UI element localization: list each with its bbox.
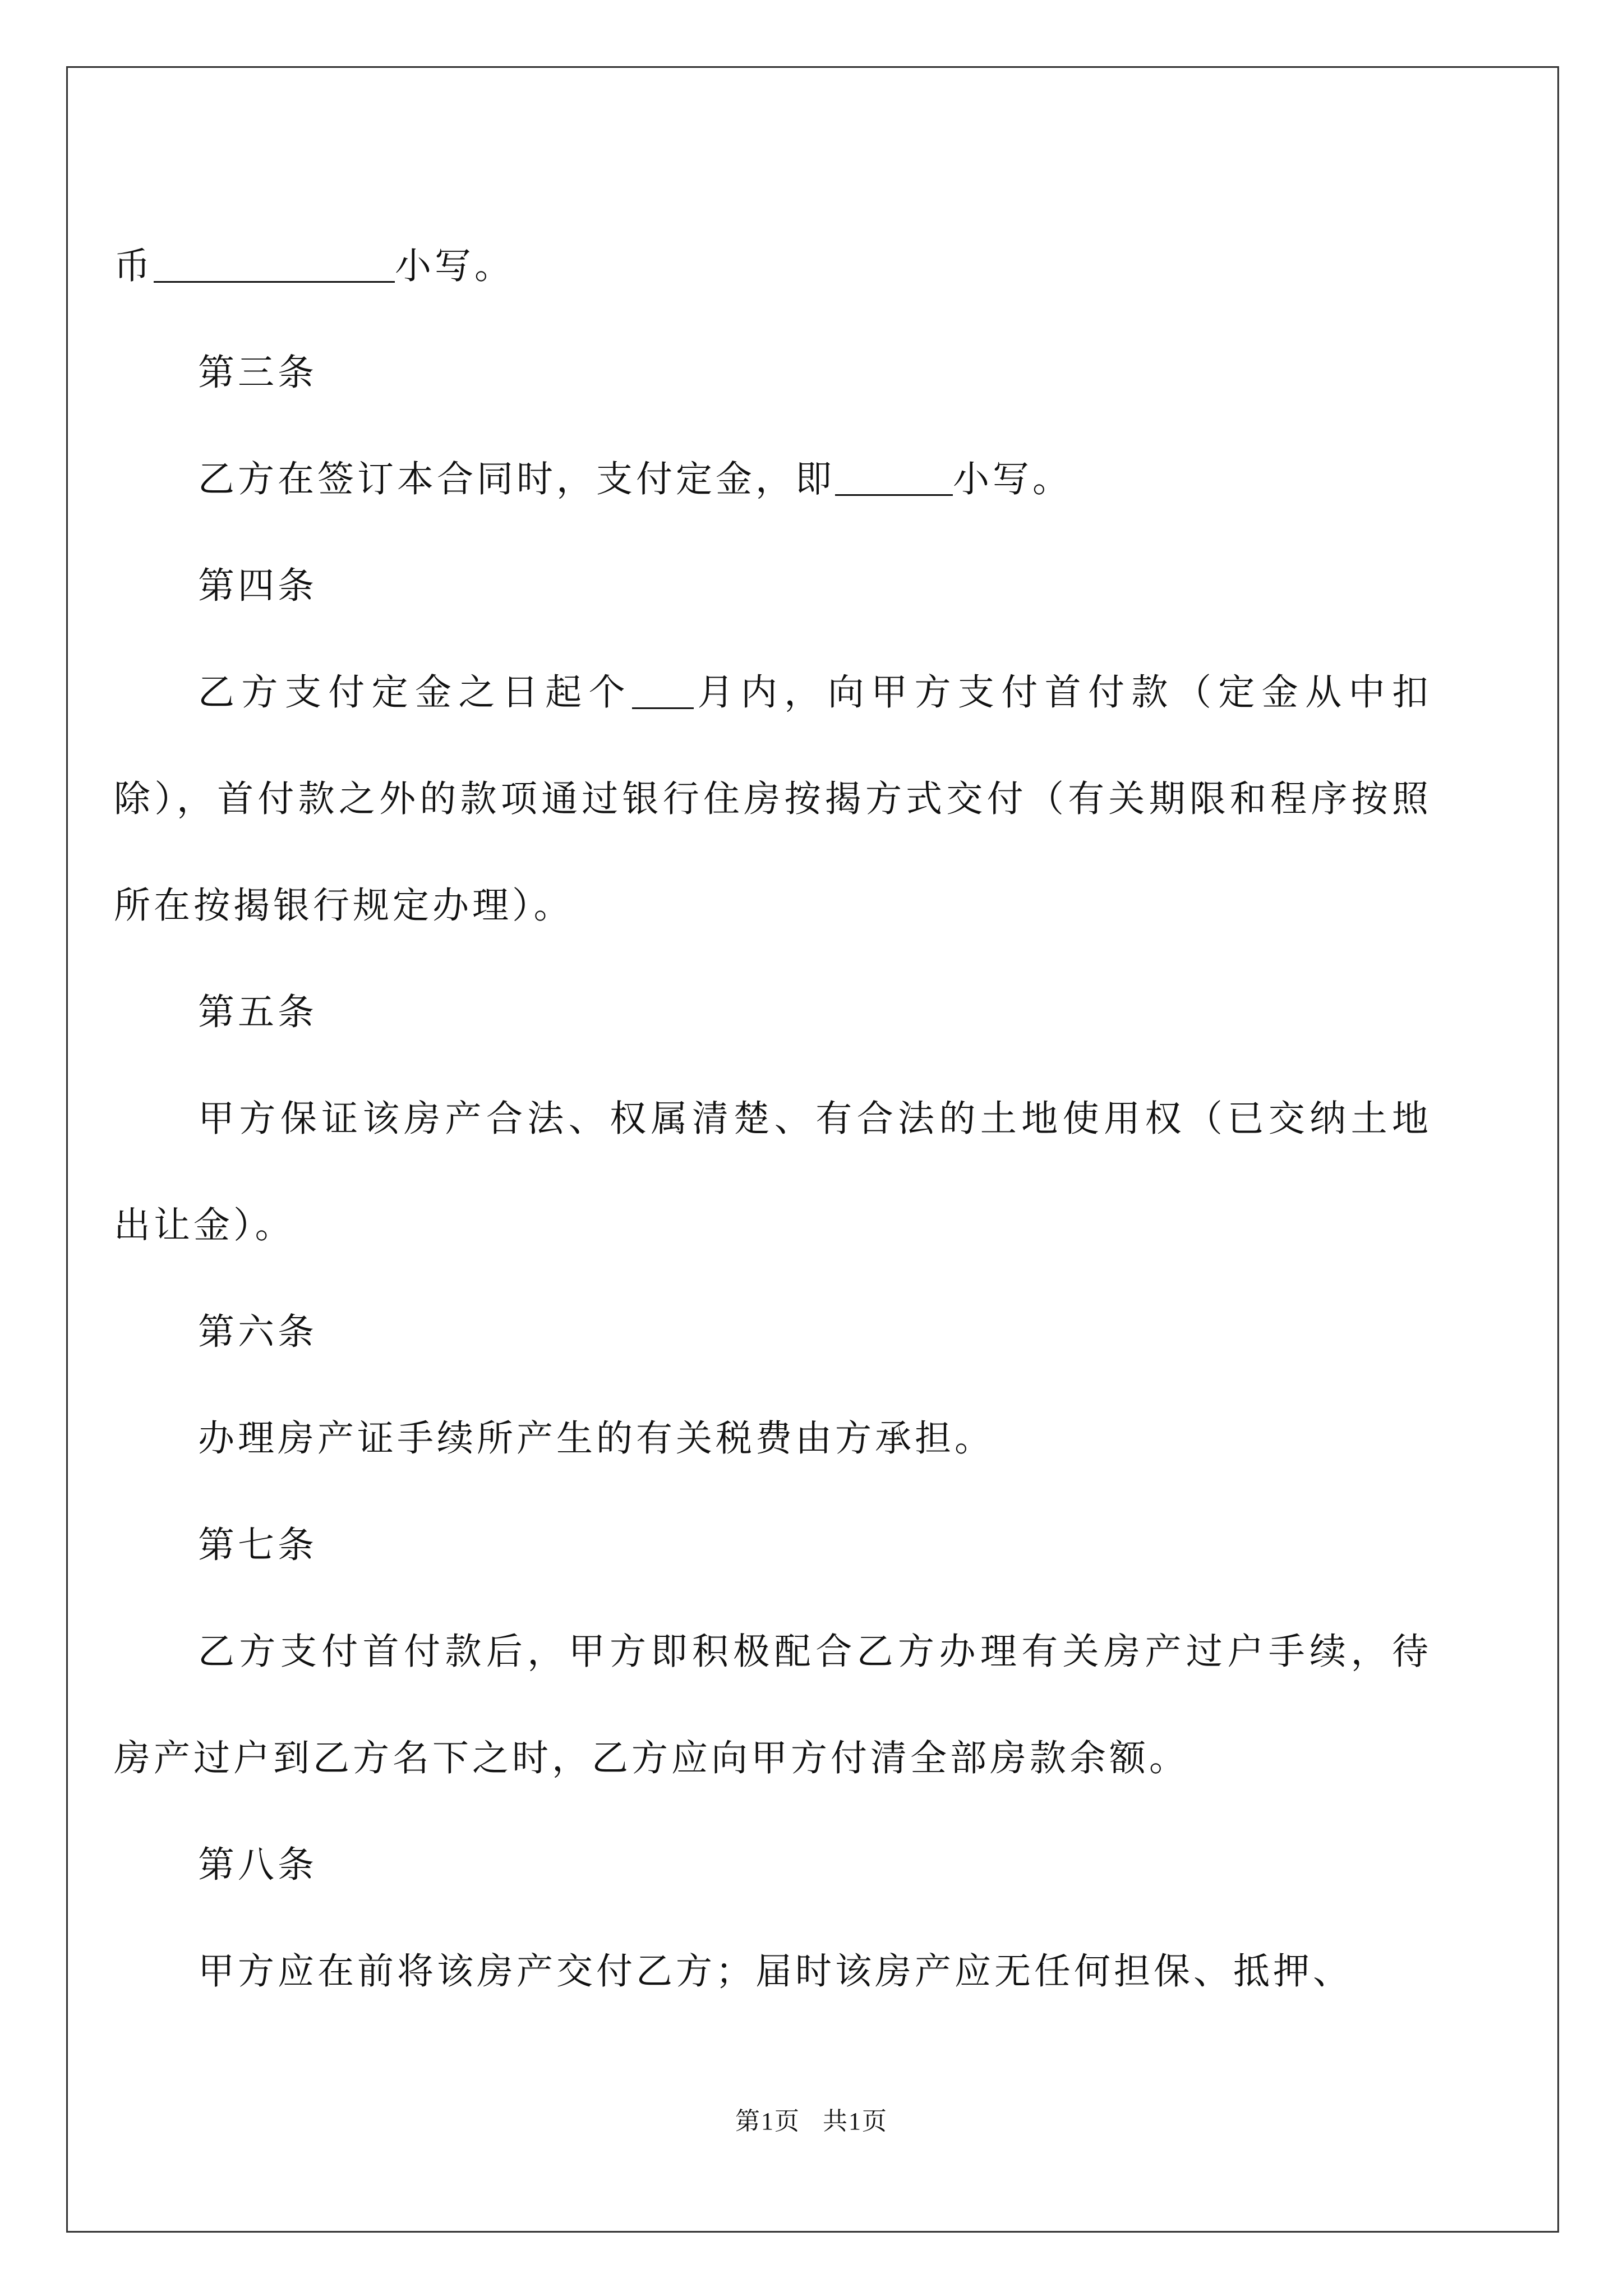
fill-in-blank[interactable] [154, 247, 395, 283]
text-segment: 乙方在签订本合同时，支付定金，即 [198, 458, 836, 500]
paragraph-property-guarantee: 甲方保证该房产合法、权属清楚、有合法的土地使用权（已交纳土地出让金）。 [114, 1098, 1432, 1246]
article-heading-6: 第六条 [198, 1311, 318, 1353]
document-body [114, 213, 1432, 2025]
text-segment: 月内，向甲方支付首付款（定金从中扣除），首付款之外的款项通过银行住房按揭方式交付（有关期限和程序按照所在按揭银行规定办理）。 [114, 671, 1432, 927]
text-segment: 乙方支付定金之日起个 [198, 671, 633, 714]
paragraph-deposit [198, 426, 1432, 533]
article-heading-5: 第五条 [198, 991, 318, 1033]
article-heading-3: 第三条 [198, 352, 318, 394]
paragraph-transfer: 乙方支付首付款后，甲方即积极配合乙方办理有关房产过户手续，待房产过户到乙方名下之时，乙方应向甲方付清全部房款余额。 [114, 1631, 1432, 1779]
page-number: 第1页 [735, 2108, 800, 2135]
text-segment: 小写。 [953, 458, 1073, 500]
article-heading-4: 第四条 [198, 565, 318, 607]
article-heading-7: 第七条 [198, 1524, 318, 1566]
fill-in-blank[interactable] [835, 461, 953, 496]
page-footer [0, 2101, 1623, 2137]
article-heading-8: 第八条 [198, 1844, 318, 1886]
paragraph-down-payment [114, 639, 1432, 959]
paragraph-taxes: 办理房产证手续所产生的有关税费由方承担。 [198, 1418, 995, 1460]
text-segment: 币 [114, 245, 154, 287]
paragraph-currency-line [114, 213, 1432, 320]
page-total: 共1页 [823, 2108, 888, 2135]
paragraph-delivery: 甲方应在前将该房产交付乙方；届时该房产应无任何担保、抵押、 [198, 1950, 1353, 1993]
text-segment: 小写。 [395, 245, 515, 287]
fill-in-blank[interactable] [632, 674, 694, 709]
